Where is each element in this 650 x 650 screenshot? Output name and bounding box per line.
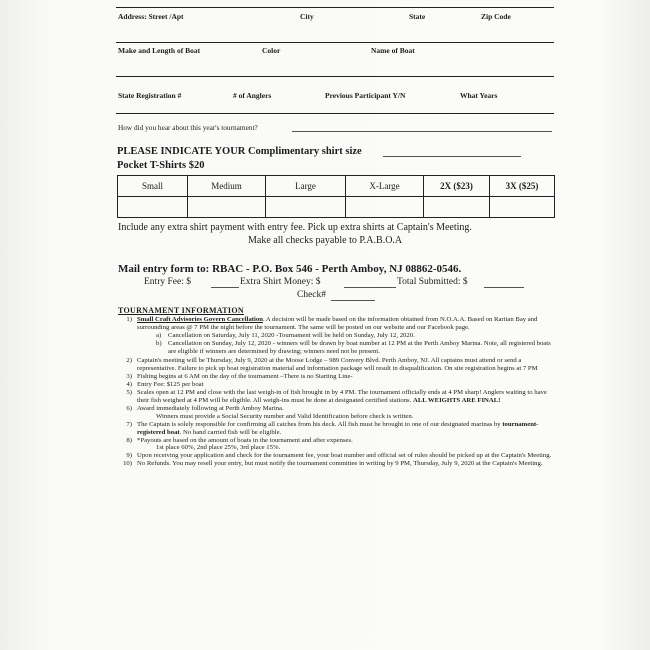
shirt-note-2: Make all checks payable to P.A.B.O.A [248, 235, 403, 246]
label-how-heard: How did you hear about this year's tournament? [118, 123, 258, 132]
shirt-size-table [117, 175, 555, 218]
info-item-4: 4) Entry Fee: $125 per boat [126, 381, 204, 389]
extra-shirt-line[interactable] [344, 287, 396, 288]
rule-row4 [116, 113, 554, 114]
label-previous-participant: Previous Participant Y/N [325, 91, 406, 100]
info-item-6: 6) Award immediately following at Perth Amboy Marina. [126, 404, 284, 412]
rule-row2 [116, 42, 554, 43]
shirt-qty-row [118, 197, 555, 218]
label-zip: Zip Code [481, 12, 511, 21]
rule-top [116, 7, 554, 8]
weights-final: ALL WEIGHTS ARE FINAL! [413, 396, 501, 404]
label-state-registration: State Registration # [118, 91, 182, 100]
info-item-1b: b) Cancellation on Sunday, July 12, 2020 - winners will be drawn by boat number at 12 PM at the Perth Amboy Marina. Note, all registered boats are eligible if winners are determined by drawing; winners need not be present. [156, 339, 551, 355]
info-item-8: 8) *Payouts are based on the amount of boats in the tournament and after expenses. [126, 436, 353, 444]
label-what-years: What Years [460, 91, 498, 100]
tournament-info-title: TOURNAMENT INFORMATION [118, 306, 244, 315]
check-line[interactable] [331, 300, 375, 301]
entry-fee-label: Entry Fee: $ [144, 277, 191, 287]
qty-xlarge[interactable] [346, 197, 424, 218]
label-city: City [300, 12, 314, 21]
size-medium: Medium [188, 176, 266, 197]
info-item-9: 9) Upon receiving your application and check for the tournament fee, your boat number and official set of rules should be picked up at the Captain's Meeting. [126, 452, 552, 460]
label-address: Address: Street /Apt [118, 12, 184, 21]
qty-medium[interactable] [188, 197, 266, 218]
label-color: Color [262, 46, 281, 55]
qty-small[interactable] [118, 197, 188, 218]
check-label: Check# [297, 290, 327, 300]
size-large: Large [266, 176, 346, 197]
info-item-6-cont: Winners must provide a Social Security number and Valid Identification before check is written. [156, 412, 414, 420]
total-submitted-label: Total Submitted: $ [397, 277, 468, 287]
size-small: Small [118, 176, 188, 197]
label-num-anglers: # of Anglers [233, 91, 272, 100]
qty-large[interactable] [266, 197, 346, 218]
info-item-2: 2) Captain's meeting will be Thursday, July 9, 2020 at the Moose Lodge – 989 Convery Blvd. Perth Amboy, NJ. All captains must attend or send a representative. Failure to pick up boat registration material and information package will result in disqualification. On site registration begins at 7 PM [126, 357, 538, 373]
size-xlarge: X-Large [346, 176, 424, 197]
extra-shirt-label: Extra Shirt Money: $ [240, 277, 321, 287]
shirt-note-1: Include any extra shirt payment with entry fee. Pick up extra shirts at Captain's Meeting. [118, 222, 472, 233]
size-3x: 3X ($25) [490, 176, 555, 197]
label-boat-name: Name of Boat [371, 46, 415, 55]
cancellation-heading: Small Craft Advisories Govern Cancellation [137, 315, 263, 323]
mail-line: Mail entry form to: RBAC - P.O. Box 546 - Perth Amboy, NJ 08862-0546. [118, 263, 462, 275]
info-item-1a: a) Cancellation on Saturday, July 11, 2020 -Tournament will be held on Sunday, July 12, 2020. [156, 331, 415, 339]
tournament-info [118, 307, 558, 468]
registered-boat: tournament-registered boat [137, 420, 539, 436]
label-state: State [409, 12, 426, 21]
info-item-1: 1) Small Craft Advisories Govern Cancellation. A decision will be made based on the information obtained from N.O.A.A. Based on Raritan Bay and surrounding areas @ 7 PM the night before the tournament. The same will be posted on our website and our Facebook page. [126, 315, 538, 331]
shirt-size-line[interactable] [383, 156, 521, 157]
info-item-8-cont: 1st place 60%, 2nd place 25%, 3rd place 15%. [156, 444, 281, 452]
qty-3x[interactable] [490, 197, 555, 218]
shirt-subheading: Pocket T-Shirts $20 [117, 160, 205, 171]
info-item-10: 10) No Refunds. You may resell your entry, but must notify the tournament committee in writing by 9 PM, Thursday, July 9, 2020 at the Captain's Meeting. [123, 460, 543, 468]
qty-2x[interactable] [424, 197, 490, 218]
info-item-5: 5) Scales open at 12 PM and close with the last weigh-in of fish brought in by 4 PM. The tournament officially ends at 4 PM sharp! Anglers waiting to have their fish weighed at 4 PM will be eligible. All weigh-ins must be done at designated certified stations. ALL WEIGHTS ARE FINAL! [126, 389, 547, 404]
shirt-heading: PLEASE INDICATE YOUR Complimentary shirt size [117, 146, 362, 157]
rule-row3 [116, 76, 554, 77]
total-submitted-line[interactable] [484, 287, 524, 288]
entry-fee-line[interactable] [211, 287, 239, 288]
shirt-size-header-row [118, 176, 555, 197]
info-item-3: 3) Fishing begins at 6 AM on the day of the tournament –There is no Starting Line- [126, 373, 353, 381]
label-make-length: Make and Length of Boat [118, 46, 201, 55]
how-heard-line[interactable] [292, 131, 552, 132]
size-2x: 2X ($23) [424, 176, 490, 197]
info-item-7: 7) The Captain is solely responsible for confirming all catches from his deck. All fish must be brought to one of our designated marinas by tournament-registered boat. No hand carried fish will be eligible. [126, 420, 539, 436]
